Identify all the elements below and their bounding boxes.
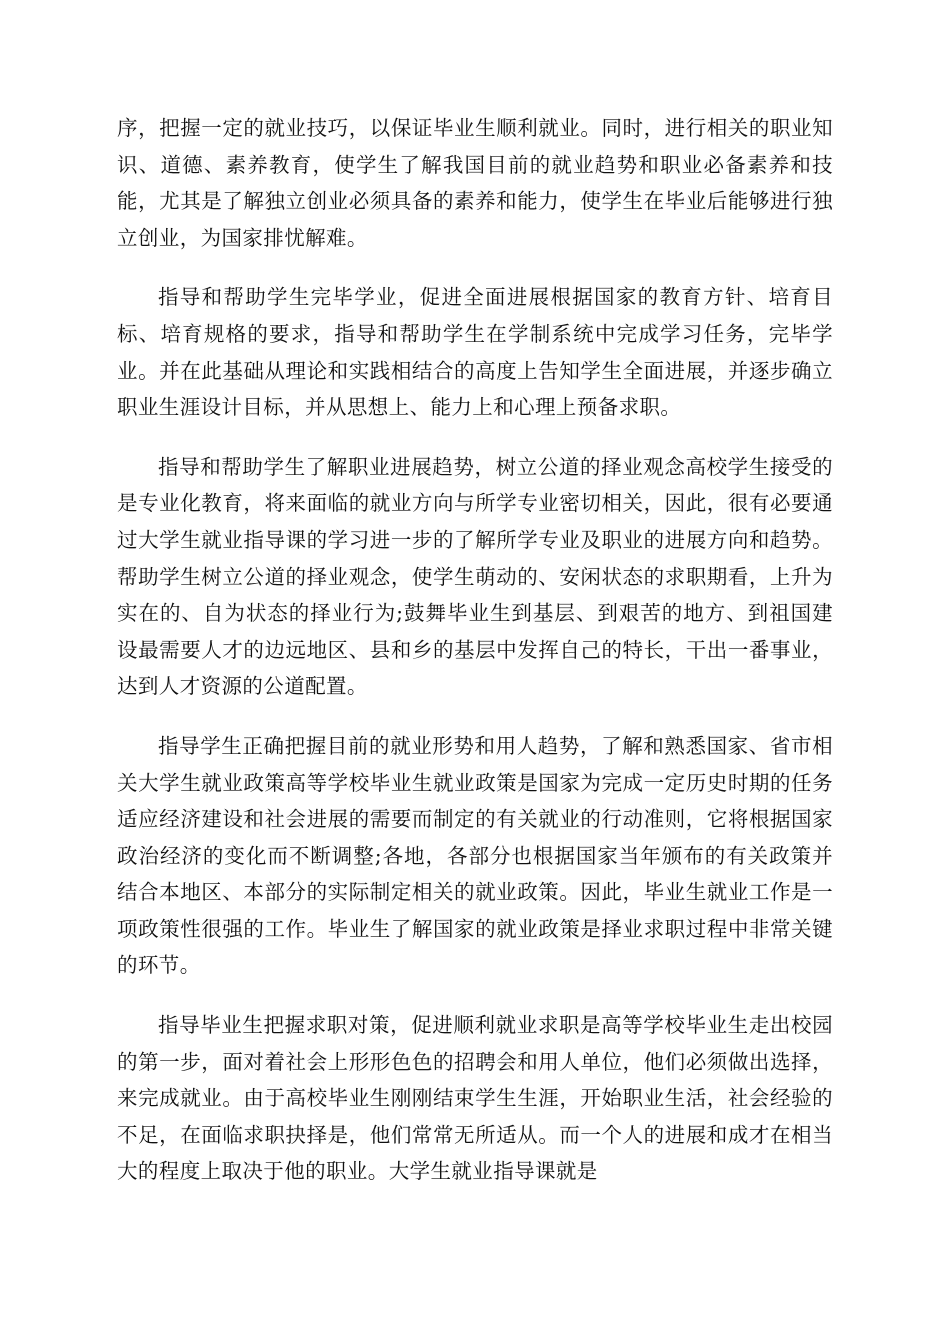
document-page [117,110,833,1213]
paragraph-complete-studies: 指导和帮助学生完毕学业，促进全面进展根据国家的教育方针、培育目标、培育规格的要求，指导和帮助学生在学制系统中完成学习任务，完毕学业。并在此基础从理论和实践相结合的高度上告知学生全面进展，并逐步确立职业生涯设计目标，并从思想上、能力上和心理上预备求职。 [117,285,833,420]
paragraph-career-trends: 指导和帮助学生了解职业进展趋势，树立公道的择业观念高校学生接受的是专业化教育，将来面临的就业方向与所学专业密切相关，因此，很有必要通过大学生就业指导课的学习进一步的了解所学专业及职业的进展方向和趋势。帮助学生树立公道的择业观念，使学生萌动的、安闲状态的求职期看，上升为实在的、自为状态的择业行为;鼓舞毕业生到基层、到艰苦的地方、到祖国建设最需要人才的边远地区、县和乡的基层中发挥自己的特长，干出一番事业，达到人才资源的公道配置。 [117,454,833,699]
paragraph-job-strategy: 指导毕业生把握求职对策，促进顺利就业求职是高等学校毕业生走出校园的第一步，面对着社会上形形色色的招聘会和用人单位，他们必须做出选择，来完成就业。由于高校毕业生刚刚结束学生生涯，开始职业生活，社会经验的不足，在面临求职抉择是，他们常常无所适从。而一个人的进展和成才在相当大的程度上取决于他的职业。大学生就业指导课就是 [117,1013,833,1184]
paragraph-continued: 序，把握一定的就业技巧，以保证毕业生顺利就业。同时，进行相关的职业知识、道德、素养教育，使学生了解我国目前的就业趋势和职业必备素养和技能，尤其是了解独立创业必须具备的素养和能力，使学生在毕业后能够进行独立创业，为国家排忧解难。 [117,116,833,250]
paragraph-employment-policy: 指导学生正确把握目前的就业形势和用人趋势，了解和熟悉国家、省市相关大学生就业政策高等学校毕业生就业政策是国家为完成一定历史时期的任务适应经济建设和社会进展的需要而制定的有关就业的行动准则，它将根据国家政治经济的变化而不断调整;各地，各部分也根据国家当年颁布的有关政策并结合本地区、本部分的实际制定相关的就业政策。因此，毕业生就业工作是一项政策性很强的工作。毕业生了解国家的就业政策是择业求职过程中非常关键的环节。 [117,733,833,978]
